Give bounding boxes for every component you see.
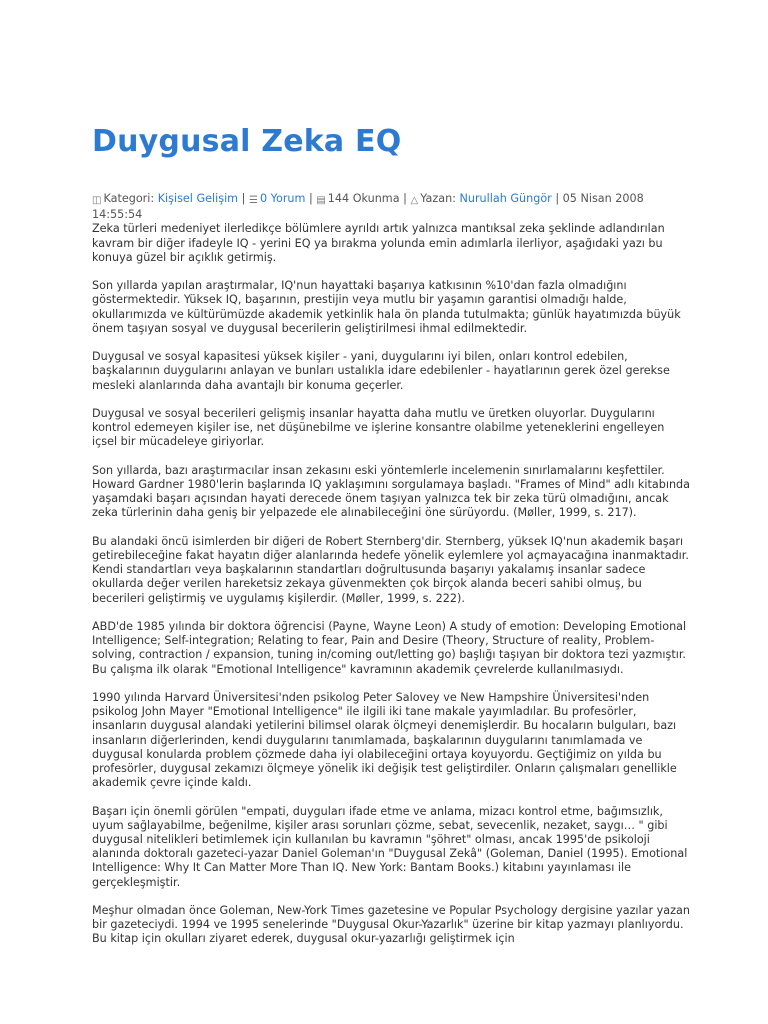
meta-separator: | — [241, 192, 246, 205]
meta-separator: | — [308, 192, 313, 205]
meta-separator: | — [403, 192, 407, 205]
category-icon: ◫ — [92, 195, 102, 206]
author-label: Yazan: — [420, 192, 456, 205]
article — [92, 192, 692, 961]
views-count: 144 Okunma — [327, 192, 400, 205]
publish-date: 05 Nisan 2008 14:55:54 — [92, 192, 644, 222]
author-icon: △ — [410, 195, 419, 206]
page-title: Duygusal Zeka EQ — [92, 124, 402, 159]
meta-separator: | — [555, 192, 560, 205]
category-label: Kategori: — [103, 192, 155, 205]
paragraph: Howard Gardner 1980'lerin başlarında IQ yaklaşımını sorgulamaya başladı. "Frames of Mind" adlı kitabında yaşamdaki başarı açısından hayati derecede önem taşıyan yalnızca tek bir zeka türü olmadığını, ancak zeka türlerinin daha geniş bir yelpazede ele alınabileceğini öne sürüyordu. (Møller, 1999, s. 217). — [92, 478, 690, 520]
paragraph: Bu alandaki öncü isimlerden bir diğeri de Robert Sternberg'dir. Sternberg, yüksek IQ'nun akademik başarı getirebileceğine fakat hayatın diğer alanlarında hedefe yönelik eylemlere yol açmayacağına inanmaktadır. Kendi standartları veya başkalarının standartları doğrultusunda başarıyı yakalamış insanlar sadece okullarda değer verilen hareketsiz zekaya güvenmekten çok birçok alanda beceri sahibi olmuş, bu becerileri geliştirmiş ve uygulamış kişilerdir. (Møller, 1999, s. 222). — [92, 534, 689, 605]
author-link[interactable]: Nurullah Güngör — [459, 192, 552, 205]
paragraph: Başarı için önemli görülen "empati, duyguları ifade etme ve anlama, mizacı kontrol etme, bağımsızlık, uyum sağlayabilme, beğenilme, kişiler arası sorunları çözme, sebat, sevecenlik, nezaket, saygı… " gibi duygusal nitelikleri betimlemek için kullanılan bu kavramın "şöhret" olması, ancak 1995'de psikoloji alanında doktoralı gazeteci-yazar Daniel Goleman'ın "Duygusal Zekâ" (Goleman, Daniel (1995). Emotional Intelligence: Why It Can Matter More Than IQ. New York: Bantam Books.) kitabını yayınlaması ile gerçekleşmiştir. — [92, 804, 688, 889]
article-body — [92, 222, 692, 946]
views-icon: ▤ — [316, 195, 326, 206]
paragraph: Son yıllarda, bazı araştırmacılar insan zekasını eski yöntemlerle incelemenin sınırlamalarını keşfettiler. — [92, 463, 665, 477]
comments-link[interactable]: 0 Yorum — [259, 192, 306, 205]
article-meta — [92, 192, 692, 222]
paragraph: Duygusal ve sosyal kapasitesi yüksek kişiler - yani, duygularını iyi bilen, onları kontrol edebilen, başkalarının duygularını anlayan ve bunları ustalıkla idare edebilenler - hayatlarının gerek özel gerekse mesleki alanlarında daha avantajlı bir konuma geçerler. — [92, 350, 670, 392]
paragraph: Zeka türleri medeniyet ilerledikçe bölümlere ayrıldı artık yalnızca mantıksal zeka şeklinde adlandırılan kavram bir diğer ifadeyle IQ - yerini EQ ya bırakma yolunda emin adımlarla ilerliyor, aşağıdaki yazı bu konuya güzel bir açıklık getirmiş. — [92, 222, 665, 264]
paragraph: Duygusal ve sosyal becerileri gelişmiş insanlar hayatta daha mutlu ve üretken oluyorlar. Duygularını kontrol edemeyen kişiler ise, net düşünebilme ve işlerine konsantre olabilme yeteneklerini engelleyen içsel bir mücadeleye giriyorlar. — [92, 407, 665, 449]
paragraph: Meşhur olmadan önce Goleman, New-York Times gazetesine ve Popular Psychology dergisine yazılar yazan bir gazeteciydi. 1994 ve 1995 senelerinde "Duygusal Okur-Yazarlık" üzerine bir kitap yazmayı planlıyordu. Bu kitap için okulları ziyaret ederek, duygusal okur-yazarlığı geliştirmek için — [92, 904, 690, 946]
comment-icon: ☰ — [249, 195, 258, 206]
paragraph: ABD'de 1985 yılında bir doktora öğrencisi (Payne, Wayne Leon) A study of emotion: Developing Emotional Intelligence; Self-integration; Relating to fear, Pain and Desire (Theory, Structure of reality, Problem-solving, contraction / expansion, tuning in/coming out/letting go) başlığı taşıyan bir doktora tezi yazmıştır. Bu çalışma ilk olarak "Emotional Intelligence" kavramının akademik çevrelerde kullanılmasıydı. — [92, 620, 687, 676]
category-link[interactable]: Kişisel Gelişim — [157, 192, 239, 205]
paragraph: 1990 yılında Harvard Üniversitesi'nden psikolog Peter Salovey ve New Hampshire Üniversitesi'nden psikolog John Mayer "Emotional Intelligence" ile ilgili iki tane makale yayımladılar. Bu profesörler, insanların duygusal alandaki yetilerini bilimsel olarak ölçmeyi denemişlerdir. Bu hocaların bulguları, bazı insanların diğerlerinden, kendi duygularını tanımlamada, başkalarının duygularını tanımlamada ve duygusal konularda problem çözmede daha iyi olabileceğini ortaya koyuyordu. Geçtiğimiz on yılda bu profesörler, duygusal zekamızı ölçmeye yönelik iki değişik test geliştirdiler. Onların çalışmaları genellikle akademik çevre içinde kaldı. — [92, 691, 677, 790]
paragraph: Son yıllarda yapılan araştırmalar, IQ'nun hayattaki başarıya katkısının %10'dan fazla olmadığını göstermektedir. Yüksek IQ, başarının, prestijin veya mutlu bir yaşamın garantisi olmadığı halde, okullarımızda ve kültürümüzde akademik yetkinlik hala ön planda tutulmakta; günlük hayatımızda büyük önem taşıyan sosyal ve duygusal becerilerin geliştirilmesi ihmal edilmektedir. — [92, 279, 681, 335]
